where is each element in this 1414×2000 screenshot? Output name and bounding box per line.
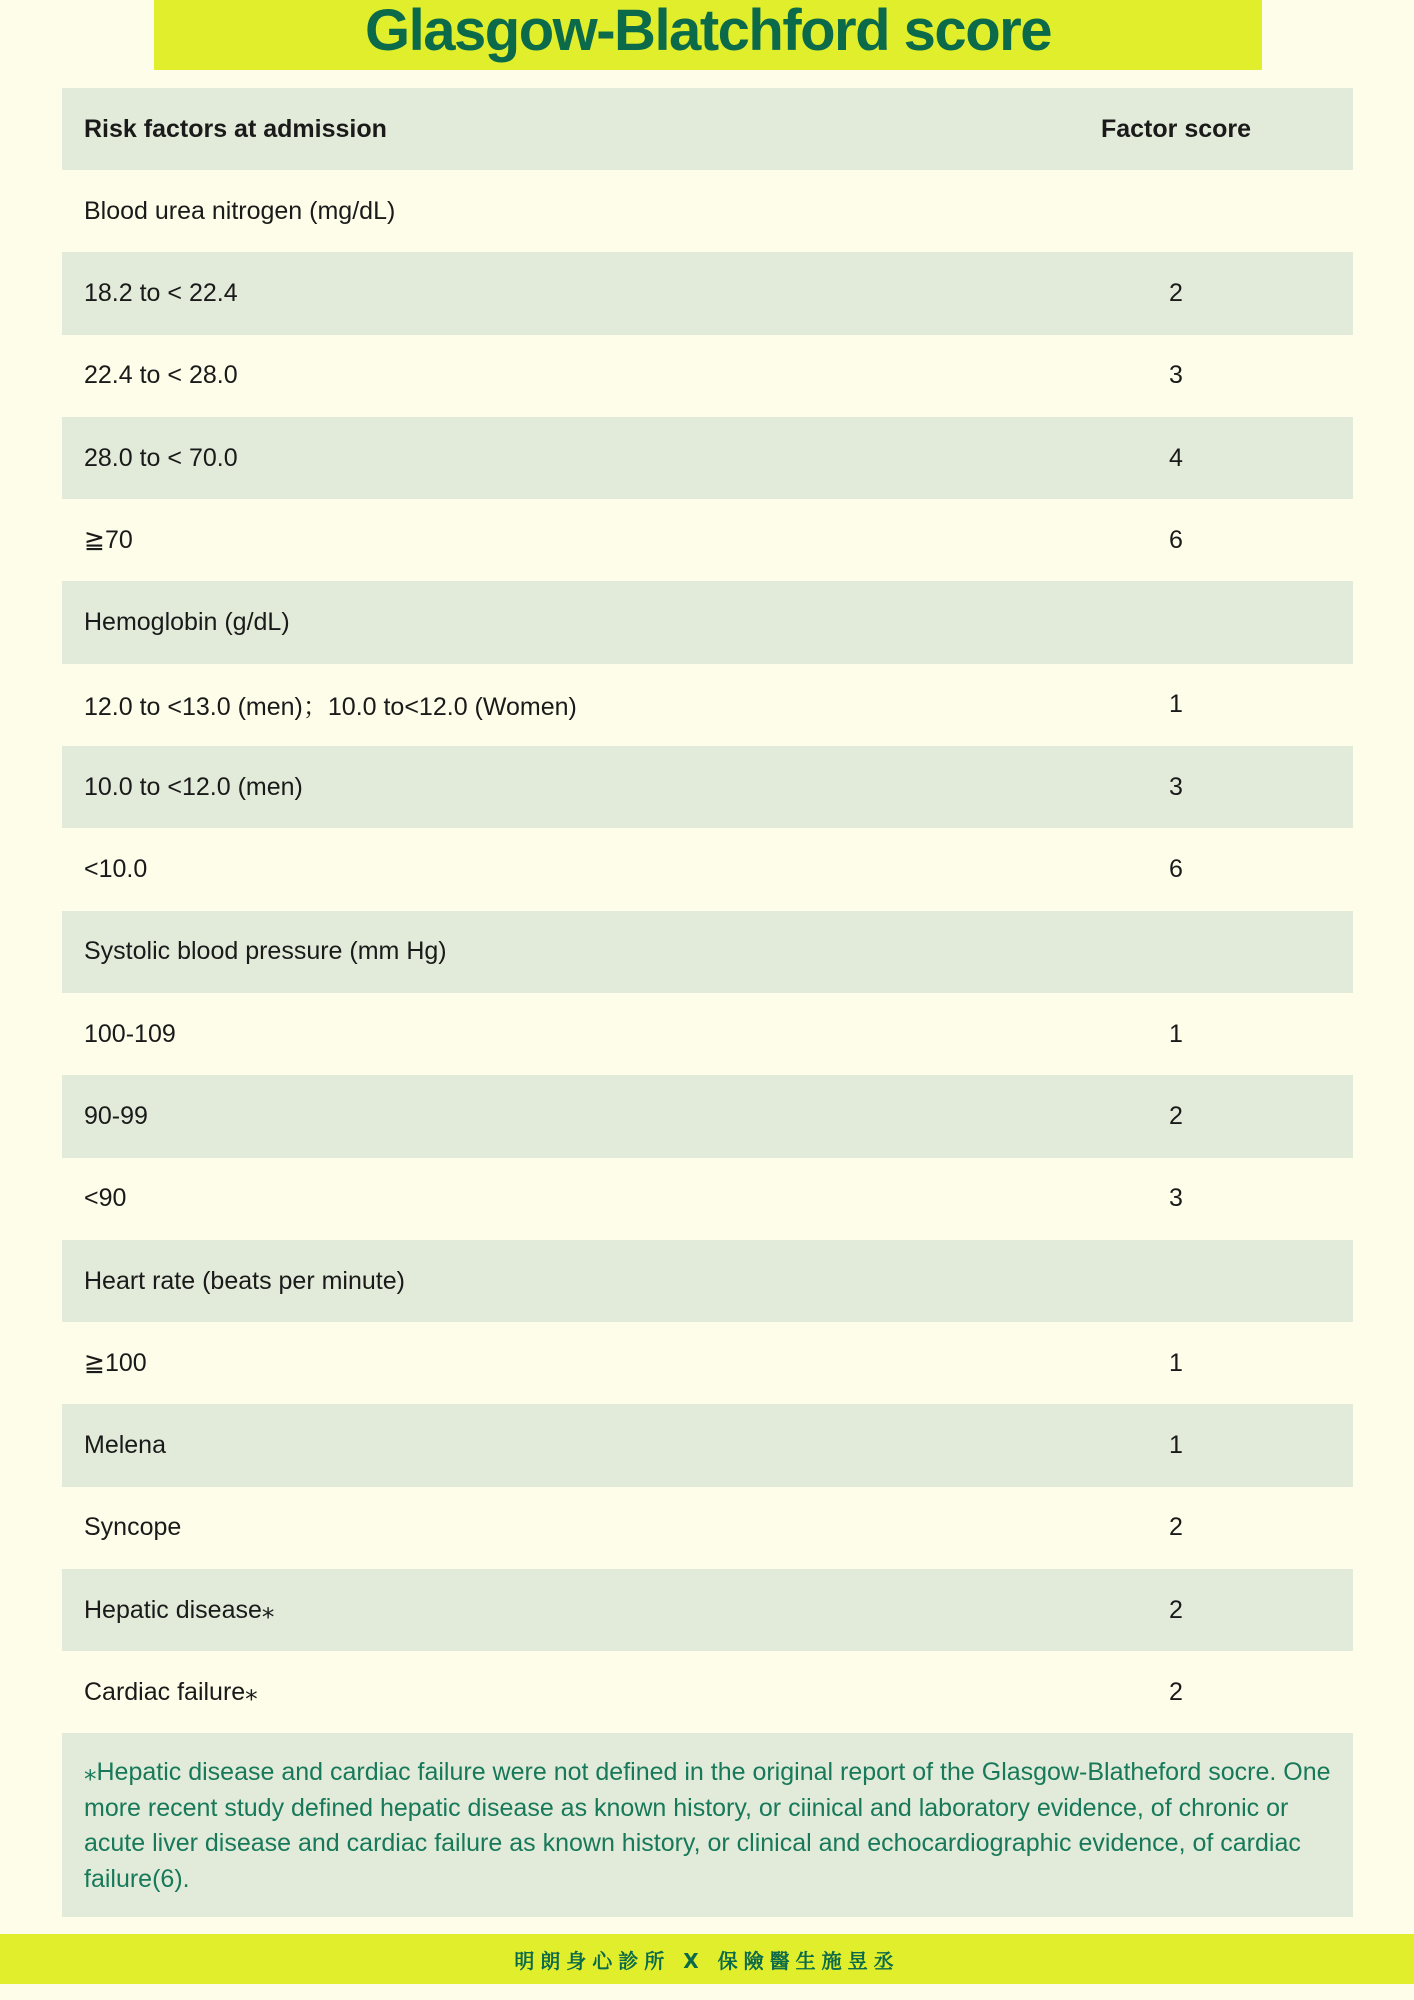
row-factor: 18.2 to < 22.4: [84, 278, 238, 307]
row-score: 4: [1169, 443, 1183, 472]
footnote-text: ⁎Hepatic disease and cardiac failure were not defined in the original report of the Glasgow-Blatheford socre. One more recent study defined hepatic disease as known history, or ciinical and laboratory evidence, of chronic or acute liver disease and cardiac failure as known history, or clinical and echocardiographic evidence, of cardiac failure(6).: [84, 1758, 1331, 1893]
header-score-label: Factor score: [1100, 114, 1252, 143]
table-row: [62, 664, 1353, 746]
row-score: 3: [1169, 772, 1183, 801]
score-table: [62, 88, 1353, 1734]
row-score: 2: [1169, 1677, 1183, 1706]
table-row: [62, 993, 1353, 1075]
footnote-box: [62, 1733, 1353, 1917]
table-row: [62, 1404, 1353, 1486]
row-factor: 28.0 to < 70.0: [84, 443, 238, 472]
table-row: [62, 417, 1353, 499]
row-factor: 100-109: [84, 1019, 176, 1048]
row-factor: 22.4 to < 28.0: [84, 361, 238, 390]
table-row: [62, 828, 1353, 910]
table-row: [62, 581, 1353, 663]
table-row: [62, 252, 1353, 334]
title-banner: [154, 0, 1262, 70]
table-row: [62, 1487, 1353, 1569]
table-row: [62, 1240, 1353, 1322]
table-row: [62, 1569, 1353, 1651]
table-row: [62, 746, 1353, 828]
table-row: [62, 1651, 1353, 1733]
row-factor: Melena: [84, 1431, 166, 1460]
row-factor: <90: [84, 1184, 127, 1213]
row-score: 1: [1169, 1431, 1183, 1460]
table-row: [62, 170, 1353, 252]
row-factor: ≧100: [84, 1349, 147, 1378]
row-factor: 90-99: [84, 1101, 148, 1130]
row-factor: Hepatic disease⁎: [84, 1596, 275, 1625]
table-row: [62, 911, 1353, 993]
table-body: [62, 170, 1353, 1734]
row-factor: Heart rate (beats per minute): [84, 1266, 405, 1295]
row-factor: <10.0: [84, 855, 148, 884]
row-score: 6: [1169, 525, 1183, 554]
table-row: [62, 499, 1353, 581]
table-row: [62, 1322, 1353, 1404]
table-row: [62, 1158, 1353, 1240]
row-score: 2: [1169, 278, 1183, 307]
row-score: 6: [1169, 855, 1183, 884]
row-score: 2: [1169, 1513, 1183, 1542]
table-row: [62, 1075, 1353, 1157]
page-title: Glasgow-Blatchford score: [365, 0, 1051, 63]
header-factor-label: Risk factors at admission: [84, 114, 387, 143]
footer-credit: 明朗身心診所 X 保險醫生施昱丞: [514, 1948, 900, 1973]
row-factor: ≧70: [84, 526, 133, 555]
row-score: 1: [1169, 1348, 1183, 1377]
row-factor: Syncope: [84, 1513, 182, 1542]
table-row: [62, 335, 1353, 417]
table-header-row: [62, 88, 1353, 170]
row-factor: 12.0 to <13.0 (men)；10.0 to<12.0 (Women): [84, 692, 577, 721]
row-score: 1: [1169, 690, 1183, 719]
row-factor: Cardiac failure⁎: [84, 1678, 258, 1707]
row-factor: Hemoglobin (g/dL): [84, 608, 290, 637]
footer-banner: [0, 1934, 1414, 1984]
row-score: 2: [1169, 1595, 1183, 1624]
row-factor: 10.0 to <12.0 (men): [84, 772, 303, 801]
row-factor: Blood urea nitrogen (mg/dL): [84, 196, 396, 225]
row-score: 2: [1169, 1101, 1183, 1130]
row-factor: Systolic blood pressure (mm Hg): [84, 937, 447, 966]
row-score: 1: [1169, 1019, 1183, 1048]
row-score: 3: [1169, 1184, 1183, 1213]
row-score: 3: [1169, 361, 1183, 390]
